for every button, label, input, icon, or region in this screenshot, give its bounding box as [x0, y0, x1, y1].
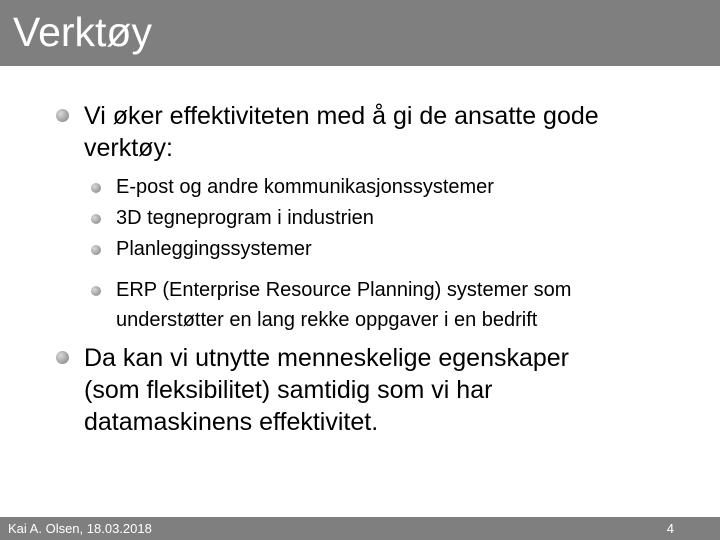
sub-bullet-icon [91, 286, 101, 296]
footer-bar [0, 517, 720, 540]
sub-bullet-icon [91, 183, 101, 193]
bullet-1-line-1: Vi øker effektiviteten med å gi de ansatte gode [84, 102, 599, 130]
sub-bullet-icon [91, 245, 101, 255]
title-bar [0, 0, 720, 66]
sub-bullet-1: E-post og andre kommunikasjonssystemer [116, 176, 494, 198]
bullet-1-line-2: verktøy: [84, 134, 173, 162]
slide-title: Verktøy [13, 9, 152, 55]
footer-author-date: Kai A. Olsen, 18.03.2018 [8, 521, 152, 536]
sub-bullet-4-line-1: ERP (Enterprise Resource Planning) systemer som [116, 279, 572, 301]
bullet-icon [56, 351, 69, 364]
bullet-2-line-2: (som fleksibilitet) samtidig som vi har [84, 376, 493, 404]
page-number: 4 [666, 521, 674, 536]
sub-bullet-2: 3D tegneprogram i industrien [116, 207, 374, 229]
bullet-icon [56, 109, 69, 122]
bullet-2-line-1: Da kan vi utnytte menneskelige egenskaper [84, 344, 570, 372]
sub-bullet-icon [91, 214, 101, 224]
bullet-2-line-3: datamaskinens effektivitet. [84, 408, 379, 436]
sub-bullet-3: Planleggingssystemer [116, 238, 312, 260]
sub-bullet-4-line-2: understøtter en lang rekke oppgaver i en bedrift [116, 309, 538, 331]
